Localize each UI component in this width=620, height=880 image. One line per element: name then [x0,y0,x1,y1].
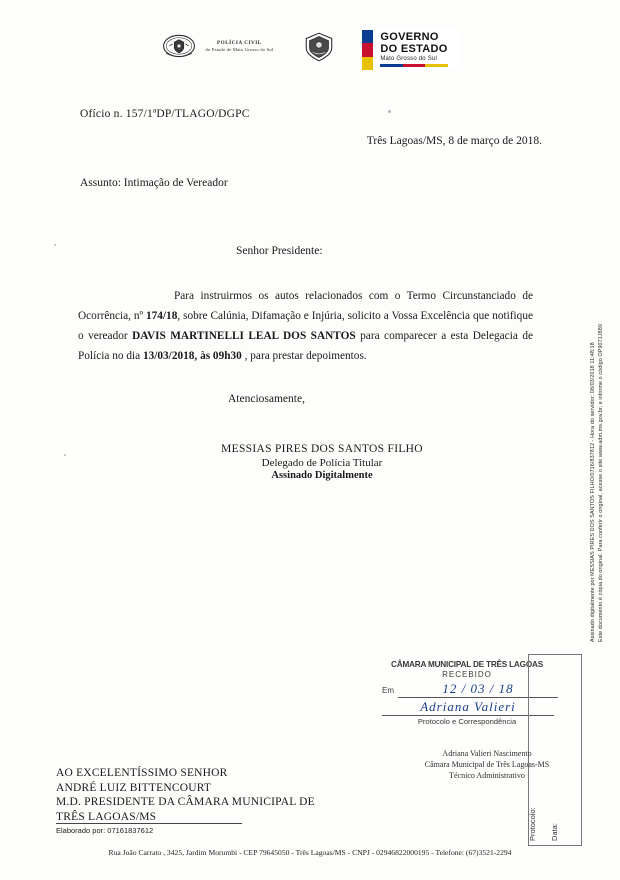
state-coat-of-arms-icon [302,30,336,64]
governo-do-estado-logo [362,30,457,70]
body-part1: Para instruirmos os autos relacionados com o Termo Circunstanciado de Ocorrência, nº [78,290,533,322]
gov-underline-bars [380,64,447,67]
elaborated-by: Elaborado por: 07161837612 [56,826,154,835]
receiving-clerk-block [402,748,572,781]
stamp-handwritten-date: 12 / 03 / 18 [398,681,558,698]
body-paragraph [78,286,533,366]
validation-line-1: Este documento é cópia do original. Para conferir o original, acesse o site www.adm.ms.gov.br, e informe o código OP9071J889 [598,324,604,642]
addressee-line2: ANDRÉ LUIZ BITTENCOURT [56,781,212,794]
crest-line1: POLÍCIA CIVIL [217,39,262,46]
addressee-line3: M.D. PRESIDENTE DA CÂMARA MUNICIPAL DE [56,796,315,808]
tco-number: 174/18 [145,310,178,322]
police-crest-icon [162,30,196,64]
gov-text-box [373,30,457,70]
letterhead [0,30,620,70]
digital-validation-strip [588,232,610,642]
stamp-recebido: RECEBIDO [442,670,492,679]
digital-signature-note: Assinado Digitalmente [271,470,373,481]
addressee-line1: AO EXCELENTÍSSIMO SENHOR [56,767,228,779]
protocol-label: Protocolo: [528,807,537,841]
subject-line: Assunto: Intimação de Vereador [80,177,228,189]
clerk-role: Técnico Administrativo [449,771,525,780]
scan-speck [64,454,66,456]
signer-name: MESSIAS PIRES DOS SANTOS FILHO [221,443,423,455]
gov-line2: DO ESTADO [380,42,448,55]
body-part2: , sobre Calúnia, Difamação e Injúria, solicito a Vossa Excelência que notifique o vereador [78,310,533,342]
salutation: Senhor Presidente: [236,245,323,257]
stamp-protocol-label: Protocolo e Correspondência [417,717,517,726]
brasao-estado-block [302,30,336,64]
policia-civil-caption [202,40,276,55]
appointment-datetime: 13/03/2018, às 09h30 [142,350,242,362]
gov-color-bars [362,30,373,70]
signer-title: Delegado de Polícia Titular [261,457,383,469]
body-part3: para comparecer a esta Delegacia de Polícia no dia [78,330,533,362]
stamp-title: CÂMARA MUNICIPAL DE TRÊS LAGOAS [391,660,543,669]
body-part4: , para prestar depoimentos. [241,350,367,362]
scan-speck [54,244,56,246]
footer-address: Rua João Carrato , 3425, Jardim Morumbi - CEP 79645050 - Três Lagoas/MS - CNPJ - 02946822000195 - Telefone: (67)3521-2294 [108,848,512,857]
city-date: Três Lagoas/MS, 8 de março de 2018. [366,135,542,147]
scan-speck [388,110,391,113]
vereador-name: DAVIS MARTINELLI LEAL DOS SANTOS [132,330,356,342]
stamp-em-label: Em [382,686,394,695]
clerk-org: Câmara Municipal de Três Lagoas-MS [424,760,550,769]
stamp-handwritten-signature: Adriana Valieri [382,699,554,716]
addressee-block [56,766,315,824]
policia-civil-block [162,30,276,64]
oficio-number: Ofício n. 157/1ªDP/TLAGO/DGPC [80,108,250,120]
crest-line2: do Estado de Mato Grosso do Sul [205,47,274,53]
gov-line3: Mato Grosso do Sul [380,56,437,62]
closing: Atenciosamente, [228,393,305,405]
gov-line1: GOVERNO [380,31,439,43]
addressee-line4: TRÊS LAGOAS/MS [56,810,157,823]
footer-divider [56,823,242,824]
clerk-name: Adriana Valieri Nascimento [442,749,532,758]
validation-line-2: Assinado digitalmente por MESSIAS PIRES DOS SANTOS FILHO/0716/837812 - Hora do servidor: 08/03/2018 11:48:18 [590,342,596,642]
signature-block [212,443,432,481]
date-label: Data: [550,823,559,841]
